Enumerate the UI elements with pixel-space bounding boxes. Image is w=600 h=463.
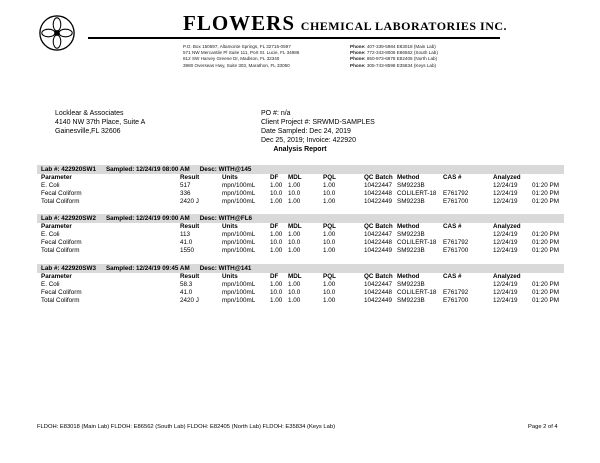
- table-cell: E761792: [443, 289, 469, 296]
- client-line: Locklear & Associates: [55, 110, 124, 117]
- table-row: [37, 198, 564, 206]
- sample-desc: Desc: WITH@141: [199, 265, 252, 272]
- table-cell: 1.00: [288, 198, 301, 205]
- table-cell: COLILERT-18: [397, 239, 437, 246]
- project-line: Date Sampled: Dec 24, 2019: [261, 128, 351, 135]
- table-cell: 1550: [180, 247, 195, 254]
- table-cell: 01:20 PM: [532, 190, 559, 197]
- table-cell: 12/24/19: [493, 297, 518, 304]
- column-header: DF: [270, 174, 279, 181]
- column-header: Result: [180, 174, 200, 181]
- column-header: MDL: [288, 223, 302, 230]
- lab-sample-bar: [37, 165, 564, 174]
- table-cell: 517: [180, 182, 191, 189]
- phone-text: 407-339-5984 E83018 (Main Lab): [366, 44, 436, 49]
- table-cell: 01:20 PM: [532, 198, 559, 205]
- table-cell: E. Coli: [41, 182, 60, 189]
- column-header: Result: [180, 273, 200, 280]
- table-row: [37, 297, 564, 305]
- address-line: 571 NW Mercantile Pl Suite 111, Port St. Lucie, FL 34986: [183, 50, 300, 56]
- table-cell: 10.0: [288, 239, 301, 246]
- table-cell: 10422447: [364, 231, 393, 238]
- client-address: [55, 109, 145, 136]
- table-cell: 113: [180, 231, 191, 238]
- project-line: PO #: n/a: [261, 110, 291, 117]
- table-cell: 10.0: [270, 239, 283, 246]
- column-header: DF: [270, 273, 279, 280]
- table-row: [37, 239, 564, 247]
- table-cell: 01:20 PM: [532, 281, 559, 288]
- table-cell: 2420 J: [180, 198, 199, 205]
- lab-sample-bar: [37, 264, 564, 273]
- column-header: Units: [222, 223, 238, 230]
- table-cell: 10422448: [364, 239, 393, 246]
- lab-sample-bar: [37, 214, 564, 223]
- table-cell: 10.0: [323, 239, 336, 246]
- column-header: Analyzed: [493, 273, 521, 280]
- table-cell: 12/24/19: [493, 198, 518, 205]
- sample-lab: Lab #: 422920SW3: [41, 265, 96, 272]
- table-cell: 12/24/19: [493, 182, 518, 189]
- table-cell: 10422448: [364, 190, 393, 197]
- table-cell: 12/24/19: [493, 281, 518, 288]
- table-cell: Total Coliform: [41, 297, 80, 304]
- address-line: P.O. Box 150597, Altamonte Springs, FL 32715-0597: [183, 44, 291, 49]
- table-cell: 10422449: [364, 297, 393, 304]
- table-cell: 10.0: [323, 190, 336, 197]
- table-cell: 1.00: [288, 281, 301, 288]
- table-cell: 10422447: [364, 281, 393, 288]
- project-info: [261, 109, 375, 145]
- table-header: [37, 223, 564, 231]
- flower-logo-icon: [38, 14, 76, 52]
- table-cell: E761700: [443, 198, 469, 205]
- table-cell: E761700: [443, 247, 469, 254]
- table-cell: 58.3: [180, 281, 193, 288]
- table-cell: 1.00: [270, 182, 283, 189]
- table-cell: 10.0: [270, 289, 283, 296]
- table-cell: 01:20 PM: [532, 289, 559, 296]
- column-header: Result: [180, 223, 200, 230]
- table-cell: 1.00: [323, 281, 336, 288]
- table-cell: 01:20 PM: [532, 297, 559, 304]
- table-cell: 1.00: [270, 231, 283, 238]
- table-cell: mpn/100mL: [222, 231, 256, 238]
- table-cell: 10.0: [288, 289, 301, 296]
- table-cell: SM9223B: [397, 182, 425, 189]
- table-cell: Fecal Coliform: [41, 289, 82, 296]
- client-line: 4140 NW 37th Place, Suite A: [55, 119, 146, 126]
- table-row: [37, 289, 564, 297]
- phone-text: 305-743-8598 E35834 (Keys Lab): [366, 62, 437, 68]
- column-header: MDL: [288, 273, 302, 280]
- table-header: [37, 273, 564, 281]
- sample-desc: Desc: WITH@145: [199, 166, 252, 173]
- table-cell: 10422449: [364, 198, 393, 205]
- table-cell: 12/24/19: [493, 289, 518, 296]
- phone-line: [350, 63, 438, 69]
- header-rule: [88, 37, 500, 39]
- sample-lab: Lab #: 422920SW1: [41, 166, 96, 173]
- table-cell: Fecal Coliform: [41, 190, 82, 197]
- lab-addresses: [183, 44, 299, 69]
- address-line: 3980 Overseas Hwy, Suite 303, Marathon, FL 33050: [183, 62, 290, 68]
- column-header: Method: [397, 223, 420, 230]
- table-cell: COLILERT-18: [397, 190, 437, 197]
- table-cell: mpn/100mL: [222, 281, 256, 288]
- table-cell: 1.00: [323, 182, 336, 189]
- table-cell: 01:20 PM: [532, 182, 559, 189]
- table-cell: E. Coli: [41, 231, 60, 238]
- table-cell: 10422449: [364, 247, 393, 254]
- table-cell: 1.00: [323, 198, 336, 205]
- table-cell: 12/24/19: [493, 231, 518, 238]
- table-cell: 12/24/19: [493, 247, 518, 254]
- column-header: Units: [222, 174, 238, 181]
- table-cell: 10.0: [288, 190, 301, 197]
- table-cell: 41.0: [180, 289, 193, 296]
- column-header: QC Batch: [364, 223, 393, 230]
- phone-label: Phone:: [350, 44, 366, 49]
- table-header: [37, 174, 564, 182]
- column-header: Method: [397, 174, 420, 181]
- column-header: QC Batch: [364, 174, 393, 181]
- company-name: [183, 11, 507, 36]
- table-cell: 2420 J: [180, 297, 199, 304]
- column-header: PQL: [323, 223, 336, 230]
- sample-lab: Lab #: 422920SW2: [41, 215, 96, 222]
- column-header: PQL: [323, 273, 336, 280]
- lab-section: [37, 165, 564, 206]
- table-cell: SM9223B: [397, 281, 425, 288]
- table-cell: mpn/100mL: [222, 239, 256, 246]
- company-name-main: FLOWERS: [183, 11, 296, 35]
- table-cell: SM9223B: [397, 297, 425, 304]
- column-header: Units: [222, 273, 238, 280]
- table-cell: mpn/100mL: [222, 198, 256, 205]
- table-cell: Total Coliform: [41, 198, 80, 205]
- table-cell: SM9223B: [397, 231, 425, 238]
- phone-text: 772-343-8006 E86562 (South Lab): [366, 50, 438, 56]
- column-header: CAS #: [443, 223, 462, 230]
- table-cell: SM9223B: [397, 198, 425, 205]
- table-cell: 1.00: [288, 297, 301, 304]
- table-cell: mpn/100mL: [222, 182, 256, 189]
- column-header: CAS #: [443, 273, 462, 280]
- table-cell: 1.00: [270, 198, 283, 205]
- column-header: CAS #: [443, 174, 462, 181]
- table-cell: 1.00: [323, 231, 336, 238]
- table-cell: 10422447: [364, 182, 393, 189]
- phone-label: Phone:: [350, 62, 366, 68]
- table-cell: 10.0: [270, 190, 283, 197]
- project-line: Client Project #: SRWMD-SAMPLES: [261, 119, 375, 126]
- table-cell: mpn/100mL: [222, 247, 256, 254]
- table-cell: 1.00: [270, 281, 283, 288]
- column-header: Parameter: [41, 174, 72, 181]
- table-row: [37, 182, 564, 190]
- table-cell: E761792: [443, 190, 469, 197]
- table-cell: 01:20 PM: [532, 239, 559, 246]
- report-title: Analysis Report: [273, 146, 327, 153]
- table-cell: 01:20 PM: [532, 247, 559, 254]
- table-cell: E. Coli: [41, 281, 60, 288]
- table-cell: 10.0: [323, 289, 336, 296]
- table-cell: E761700: [443, 297, 469, 304]
- table-cell: 1.00: [323, 247, 336, 254]
- column-header: Parameter: [41, 223, 72, 230]
- table-row: [37, 247, 564, 255]
- table-cell: 1.00: [288, 231, 301, 238]
- project-line: Dec 25, 2019; Invoice: 422920: [261, 137, 356, 144]
- lab-section: [37, 214, 564, 255]
- column-header: MDL: [288, 174, 302, 181]
- table-cell: 1.00: [270, 247, 283, 254]
- sample-sampled: Sampled: 12/24/19 09:00 AM: [105, 215, 190, 222]
- table-cell: 1.00: [288, 182, 301, 189]
- column-header: Method: [397, 273, 420, 280]
- table-cell: Fecal Coliform: [41, 239, 82, 246]
- table-row: [37, 281, 564, 289]
- lab-section: [37, 264, 564, 305]
- client-line: Gainesville,FL 32606: [55, 128, 121, 135]
- lab-phones: [350, 44, 438, 69]
- table-row: [37, 190, 564, 198]
- phone-label: Phone:: [350, 50, 366, 56]
- table-cell: mpn/100mL: [222, 289, 256, 296]
- column-header: PQL: [323, 174, 336, 181]
- sample-sampled: Sampled: 12/24/19 09:45 AM: [105, 265, 190, 272]
- sample-desc: Desc: WITH@FL6: [199, 215, 253, 222]
- phone-label: Phone:: [350, 56, 366, 62]
- table-cell: 1.00: [270, 297, 283, 304]
- table-cell: 1.00: [288, 247, 301, 254]
- column-header: Analyzed: [493, 174, 521, 181]
- company-name-sub: CHEMICAL LABORATORIES INC.: [300, 19, 508, 33]
- footer-labs: FLDOH: E83018 (Main Lab) FLDOH: E86562 (South Lab) FLDOH: E82405 (North Lab) FLDOH: E35834 (Keys Lab): [37, 424, 336, 430]
- column-header: DF: [270, 223, 279, 230]
- table-cell: 12/24/19: [493, 239, 518, 246]
- table-cell: COLILERT-18: [397, 289, 437, 296]
- table-cell: 10422448: [364, 289, 393, 296]
- table-row: [37, 231, 564, 239]
- column-header: QC Batch: [364, 273, 393, 280]
- table-cell: 336: [180, 190, 191, 197]
- table-cell: E761792: [443, 239, 469, 246]
- table-cell: mpn/100mL: [222, 297, 256, 304]
- table-cell: 41.0: [180, 239, 193, 246]
- table-cell: 1.00: [323, 297, 336, 304]
- table-cell: Total Coliform: [41, 247, 80, 254]
- address-line: 812 SW Harvey Greene Dr, Madison, FL 32340: [183, 56, 280, 62]
- table-cell: SM9223B: [397, 247, 425, 254]
- column-header: Parameter: [41, 273, 72, 280]
- table-cell: 12/24/19: [493, 190, 518, 197]
- column-header: Analyzed: [493, 223, 521, 230]
- phone-text: 850-973-6878 E82405 (North Lab): [366, 56, 438, 62]
- table-cell: mpn/100mL: [222, 190, 256, 197]
- sample-sampled: Sampled: 12/24/19 08:00 AM: [105, 166, 190, 173]
- table-cell: 01:20 PM: [532, 231, 559, 238]
- page-number: Page 2 of 4: [528, 424, 558, 430]
